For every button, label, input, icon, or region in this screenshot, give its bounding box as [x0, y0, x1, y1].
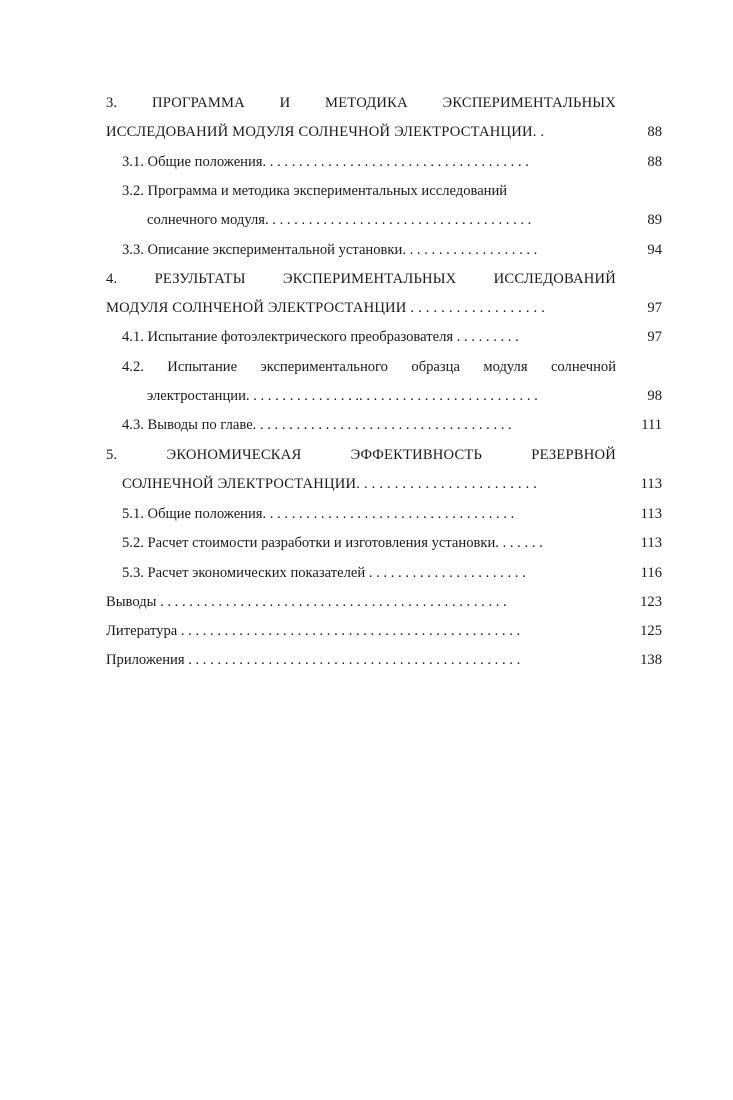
ch4-title-word: ЭКСПЕРИМЕНТАЛЬНЫХ	[282, 271, 457, 287]
toc-entry-3-2-page: 89	[647, 212, 662, 228]
ch5-title-line1	[106, 445, 616, 465]
ch4-title-word: РЕЗУЛЬТАТЫ	[154, 271, 246, 287]
toc-entry-5-2-page: 113	[640, 535, 662, 551]
toc-entry-4-1: 4.1. Испытание фотоэлектрического преобразователя . . . . . . . . .	[122, 329, 519, 345]
toc-entry-4-2-page: 98	[647, 388, 662, 404]
toc-entry-4-3-page: 111	[641, 417, 662, 433]
ch3-title-word: И	[279, 95, 291, 111]
toc-entry-3-3: 3.3. Описание экспериментальной установки. . . . . . . . . . . . . . . . . . .	[122, 242, 538, 258]
toc-entry-5-1-page: 113	[640, 506, 662, 522]
toc-entry-3-2-line2: солнечного модуля. . . . . . . . . . . . . . . . . . . . . . . . . . . . . . . . . . . . .	[147, 212, 532, 228]
toc-entry-appendices: Приложения . . . . . . . . . . . . . . . . . . . . . . . . . . . . . . . . . . . . . . . . . . . . . .	[106, 652, 521, 668]
toc-entry-4-2-word: 4.2.	[122, 359, 144, 375]
toc-entry-4-3: 4.3. Выводы по главе. . . . . . . . . . . . . . . . . . . . . . . . . . . . . . . . . . . .	[122, 417, 512, 433]
ch4-title-line2: МОДУЛЯ СОЛНЧЕНОЙ ЭЛЕКТРОСТАНЦИИ . . . . . . . . . . . . . . . . . .	[106, 300, 546, 316]
ch5-title-word: ЭФФЕКТИВНОСТЬ	[350, 447, 483, 463]
ch3-title-word: ЭКСПЕРИМЕНТАЛЬНЫХ	[442, 95, 616, 111]
toc-entry-3-2-line1: 3.2. Программа и методика экспериментальных исследований	[122, 183, 508, 199]
ch3-title-line1	[106, 93, 616, 113]
ch3-title-word: МЕТОДИКА	[325, 95, 408, 111]
ch5-page-number: 113	[640, 476, 662, 492]
toc-entry-5-3-page: 116	[640, 565, 662, 581]
toc-entry-appendices-page: 138	[640, 652, 662, 668]
toc-entry-4-2-word: модуля	[483, 359, 528, 375]
toc-entry-4-2-word: экспериментального	[260, 359, 388, 375]
ch4-page-number: 97	[647, 300, 662, 316]
ch3-title-line2: ИССЛЕДОВАНИЙ МОДУЛЯ СОЛНЕЧНОЙ ЭЛЕКТРОСТАНЦИИ. .	[106, 124, 545, 140]
toc-entry-4-1-page: 97	[647, 329, 662, 345]
toc-entry-5-2: 5.2. Расчет стоимости разработки и изготовления установки. . . . . . .	[122, 535, 543, 551]
toc-entry-4-2-word: Испытание	[167, 359, 238, 375]
toc-entry-4-2-word: образца	[411, 359, 460, 375]
ch3-title-word: 3.	[106, 95, 118, 111]
ch5-title-word: ЭКОНОМИЧЕСКАЯ	[166, 447, 302, 463]
toc-entry-5-1: 5.1. Общие положения. . . . . . . . . . . . . . . . . . . . . . . . . . . . . . . . . . .	[122, 506, 515, 522]
toc-entry-4-2-line1	[122, 357, 616, 377]
toc-entry-3-3-page: 94	[647, 242, 662, 258]
toc-entry-literature: Литература . . . . . . . . . . . . . . . . . . . . . . . . . . . . . . . . . . . . . . . . . . . . . . .	[106, 623, 521, 639]
ch4-title-line1	[106, 269, 616, 289]
ch3-title-word: ПРОГРАММА	[152, 95, 245, 111]
ch4-title-word: 4.	[106, 271, 118, 287]
ch3-page-number: 88	[647, 124, 662, 140]
toc-entry-3-1-page: 88	[647, 154, 662, 170]
toc-entry-4-2-line2: электростанции. . . . . . . . . . . . . . . .. . . . . . . . . . . . . . . . . . . . . . . . .	[147, 388, 538, 404]
ch5-title-word: 5.	[106, 447, 118, 463]
toc-entry-conclusions: Выводы . . . . . . . . . . . . . . . . . . . . . . . . . . . . . . . . . . . . . . . . . . . . . . . .	[106, 594, 507, 610]
toc-entry-literature-page: 125	[640, 623, 662, 639]
ch5-title-word: РЕЗЕРВНОЙ	[531, 447, 616, 463]
toc-entry-conclusions-page: 123	[640, 594, 662, 610]
ch5-title-line2: СОЛНЕЧНОЙ ЭЛЕКТРОСТАНЦИИ. . . . . . . . . . . . . . . . . . . . . . . .	[122, 476, 538, 492]
ch4-title-word: ИССЛЕДОВАНИЙ	[493, 271, 616, 287]
toc-entry-4-2-word: солнечной	[550, 359, 616, 375]
toc-entry-5-3: 5.3. Расчет экономических показателей . . . . . . . . . . . . . . . . . . . . . .	[122, 565, 526, 581]
toc-entry-3-1: 3.1. Общие положения. . . . . . . . . . . . . . . . . . . . . . . . . . . . . . . . . . . . .	[122, 154, 529, 170]
